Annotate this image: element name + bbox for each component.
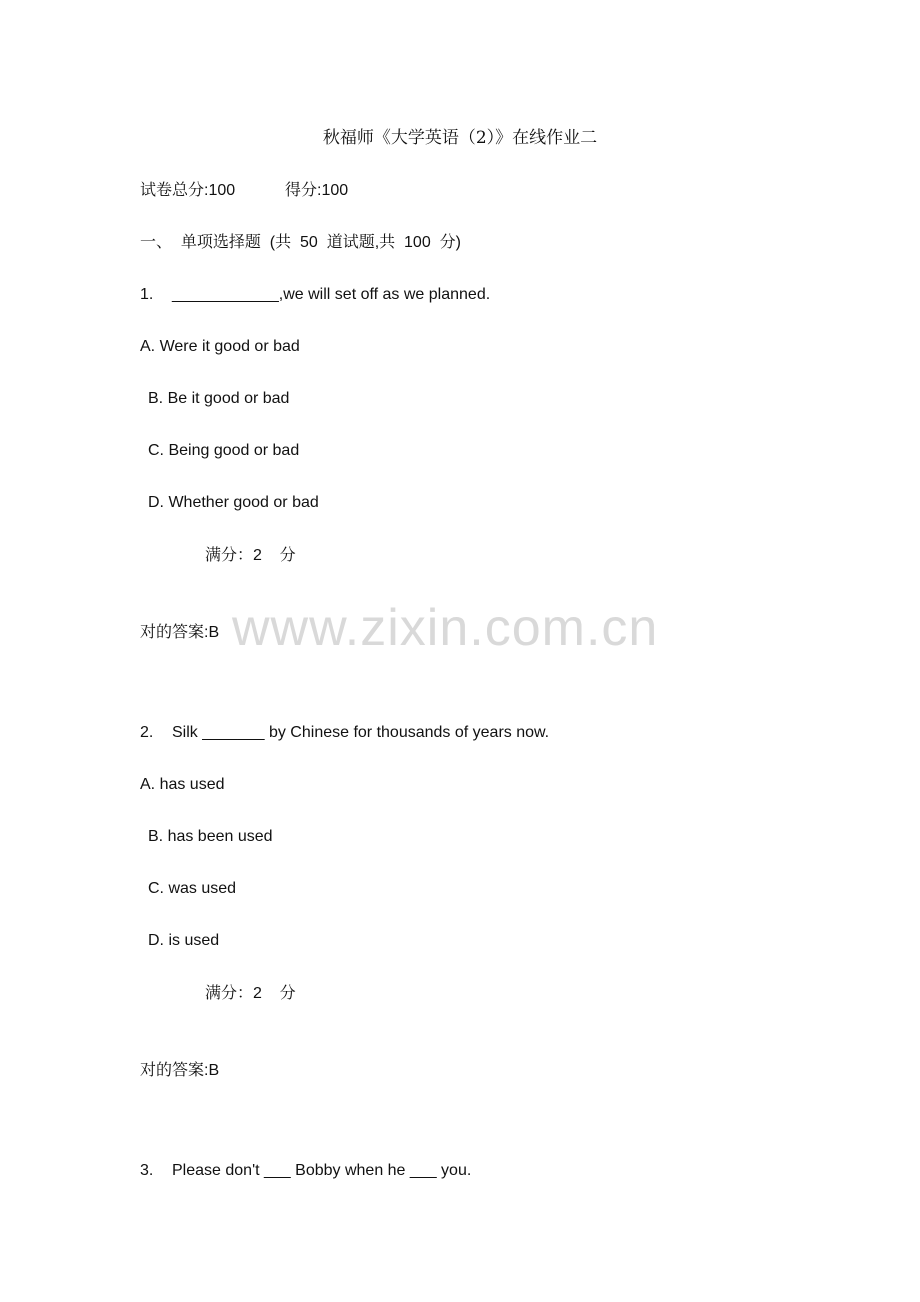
correct-answer: 对的答案:B xyxy=(140,624,220,641)
question-number: 2. xyxy=(140,724,154,741)
option-d: D. Whether good or bad xyxy=(148,494,319,511)
option-d: D. is used xyxy=(148,932,220,949)
full-score: 满分：2 分 xyxy=(205,547,296,564)
option-c: C. Being good or bad xyxy=(148,442,300,459)
question-number: 1. xyxy=(140,286,154,303)
option-b: B. has been used xyxy=(148,828,273,845)
question-stem: ____________,we will set off as we planned. xyxy=(172,286,491,303)
option-a: A. has used xyxy=(140,776,225,793)
obtained-score: 得分:100 xyxy=(285,182,349,199)
option-b: B. Be it good or bad xyxy=(148,390,290,407)
correct-answer: 对的答案:B xyxy=(140,1062,220,1079)
question-stem: Silk _______ by Chinese for thousands of years now. xyxy=(172,724,550,741)
option-c: C. was used xyxy=(148,880,237,897)
section-heading: 一、 单项选择题 (共 50 道试题,共 100 分) xyxy=(140,234,461,251)
question-stem: Please don't ___ Bobby when he ___ you. xyxy=(172,1162,472,1179)
option-a: A. Were it good or bad xyxy=(140,338,300,355)
document-title: 秋福师《大学英语（2）》在线作业二 xyxy=(322,128,598,148)
total-score: 试卷总分:100 xyxy=(140,182,236,199)
question-number: 3. xyxy=(140,1162,154,1179)
watermark: www.zixin.com.cn xyxy=(232,599,659,657)
full-score: 满分：2 分 xyxy=(205,985,296,1002)
